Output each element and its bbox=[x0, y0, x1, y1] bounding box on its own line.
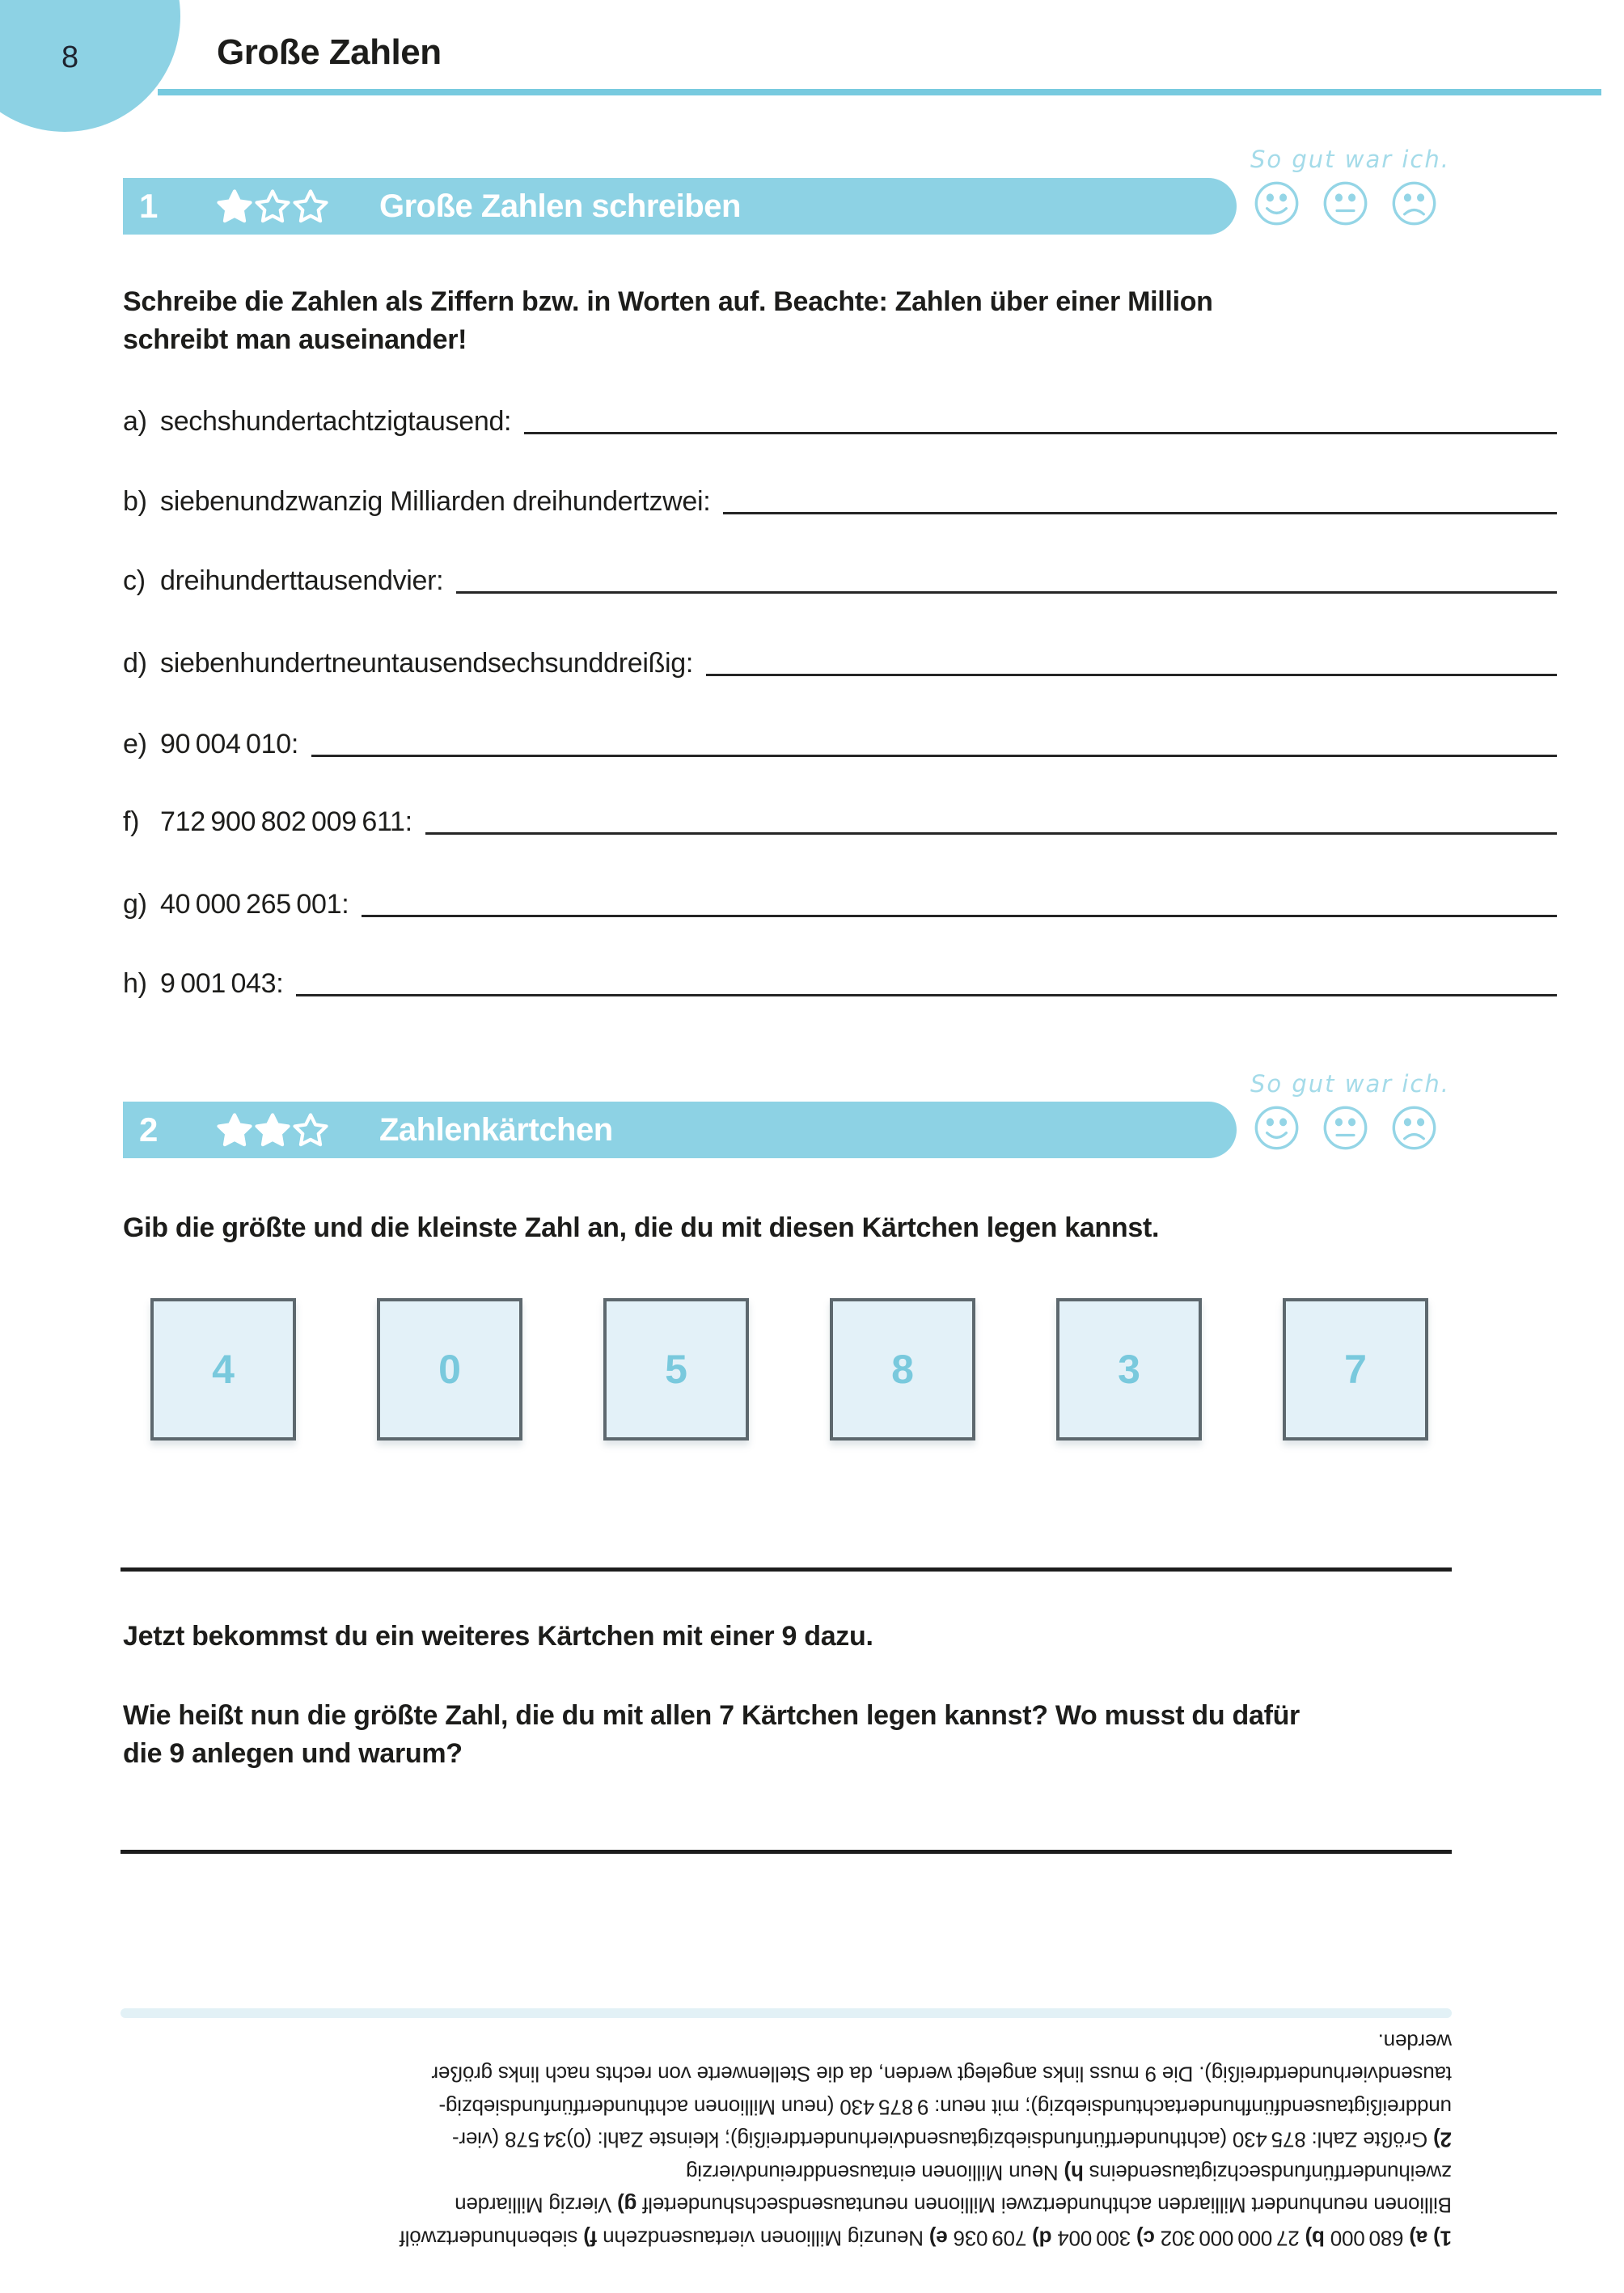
card-digit: 5 bbox=[665, 1347, 687, 1392]
instruction-line: Schreibe die Zahlen als Ziffern bzw. in Worten auf. Beachte: Zahlen über einer Million bbox=[123, 286, 1213, 317]
card-digit: 3 bbox=[1118, 1347, 1140, 1392]
instruction-line: schreibt man auseinander! bbox=[123, 324, 467, 355]
answer-blank[interactable] bbox=[706, 674, 1557, 676]
star-icon bbox=[292, 1112, 329, 1148]
item-label: b) bbox=[123, 486, 147, 517]
task1-banner bbox=[123, 178, 1237, 235]
answer-blank[interactable] bbox=[311, 755, 1557, 757]
answer-blank[interactable] bbox=[362, 915, 1557, 917]
item-label: f) bbox=[123, 806, 140, 837]
solutions-block-rotated bbox=[121, 2025, 1452, 2255]
number-cards bbox=[150, 1298, 1428, 1441]
card-digit: 0 bbox=[438, 1347, 461, 1392]
task1-rating bbox=[1250, 146, 1461, 226]
answer-blank[interactable] bbox=[524, 432, 1557, 434]
task1-item-a bbox=[123, 405, 1557, 438]
task2-followup bbox=[123, 1618, 873, 1656]
number-card bbox=[830, 1298, 975, 1441]
item-text: siebenundzwanzig Milliarden dreihundertzwei: bbox=[160, 486, 711, 517]
solution-line: 2) Größte Zahl: 875 430 (achthundertfünfundsiebzigtausendvierhundertdreißig); kleinste Zahl: (0)34 578 (vier- bbox=[452, 2128, 1452, 2152]
item-text: 40 000 265 001: bbox=[160, 889, 349, 920]
number-card bbox=[150, 1298, 296, 1441]
answer-blank[interactable] bbox=[425, 832, 1557, 835]
question-line: die 9 anlegen und warum? bbox=[123, 1738, 463, 1769]
answer-blank[interactable] bbox=[456, 591, 1557, 594]
sad-smiley-icon[interactable] bbox=[1391, 1105, 1437, 1151]
task1-item-f bbox=[123, 806, 1557, 838]
solution-line: werden. bbox=[1377, 2029, 1452, 2054]
task2-rating bbox=[1250, 1070, 1461, 1151]
star-icon bbox=[254, 1112, 291, 1148]
task2-difficulty-stars bbox=[216, 1112, 337, 1148]
instruction-line: Gib die größte und die kleinste Zahl an, die du mit diesen Kärtchen legen kannst. bbox=[123, 1212, 1160, 1243]
item-label: a) bbox=[123, 406, 147, 437]
item-label: h) bbox=[123, 968, 147, 999]
task1-item-e bbox=[123, 728, 1557, 760]
task1-instruction bbox=[123, 283, 1213, 359]
page-number: 8 bbox=[61, 40, 79, 74]
task1-item-c bbox=[123, 565, 1557, 597]
task1-title: Große Zahlen schreiben bbox=[379, 188, 741, 224]
happy-smiley-icon[interactable] bbox=[1254, 180, 1300, 226]
question-line: Wie heißt nun die größte Zahl, die du mit allen 7 Kärtchen legen kannst? Wo musst du dafür bbox=[123, 1700, 1300, 1731]
rating-caption: So gut war ich. bbox=[1250, 146, 1450, 173]
item-text: 90 004 010: bbox=[160, 729, 299, 759]
star-icon bbox=[254, 188, 291, 224]
rating-caption: So gut war ich. bbox=[1250, 1070, 1450, 1098]
item-text: siebenhundertneuntausendsechsunddreißig: bbox=[160, 648, 694, 679]
item-label: d) bbox=[123, 648, 147, 679]
task1-item-d bbox=[123, 647, 1557, 679]
card-digit: 4 bbox=[212, 1347, 235, 1392]
item-label: c) bbox=[123, 565, 146, 596]
card-digit: 8 bbox=[891, 1347, 914, 1392]
item-text: dreihunderttausendvier: bbox=[160, 565, 444, 596]
followup-line: Jetzt bekommst du ein weiteres Kärtchen mit einer 9 dazu. bbox=[123, 1621, 873, 1652]
chapter-title: Große Zahlen bbox=[217, 32, 442, 72]
task1-number: 1 bbox=[139, 187, 159, 225]
item-text: 9 001 043: bbox=[160, 968, 284, 999]
star-icon bbox=[216, 188, 253, 224]
answer-blank[interactable] bbox=[296, 994, 1557, 996]
star-icon bbox=[216, 1112, 253, 1148]
answer-line[interactable] bbox=[121, 1567, 1452, 1572]
smiley-row bbox=[1254, 180, 1461, 226]
task2-question bbox=[123, 1697, 1300, 1773]
header-rule bbox=[158, 89, 1601, 95]
solution-line: Billionen neunhundert Milliarden achthundertzwei Millionen neuntausendsechshundertelf g) Vierzig Milliarden bbox=[455, 2194, 1452, 2218]
solution-line: tausendvierhundertdreißig). Die 9 muss links angelegt werden, da die Stellenwerte von rechts nach links größer bbox=[431, 2062, 1452, 2087]
neutral-smiley-icon[interactable] bbox=[1322, 1105, 1368, 1151]
task1-difficulty-stars bbox=[216, 188, 337, 224]
task2-title: Zahlenkärtchen bbox=[379, 1111, 613, 1148]
number-card bbox=[1056, 1298, 1202, 1441]
star-icon bbox=[292, 188, 329, 224]
number-card bbox=[1283, 1298, 1428, 1441]
smiley-row bbox=[1254, 1105, 1461, 1151]
happy-smiley-icon[interactable] bbox=[1254, 1105, 1300, 1151]
item-text: sechshundertachtzigtausend: bbox=[160, 406, 512, 437]
item-text: 712 900 802 009 611: bbox=[160, 806, 412, 837]
task2-banner bbox=[123, 1102, 1237, 1158]
solution-line: unddreißigtausendfünfhundertachtundsiebzig); mit neun: 9 875 430 (neun Millionen achthundertfünfundsiebzig- bbox=[438, 2095, 1452, 2120]
neutral-smiley-icon[interactable] bbox=[1322, 180, 1368, 226]
card-digit: 7 bbox=[1344, 1347, 1367, 1392]
solutions-divider bbox=[121, 2008, 1452, 2018]
sad-smiley-icon[interactable] bbox=[1391, 180, 1437, 226]
task1-item-g bbox=[123, 888, 1557, 920]
answer-blank[interactable] bbox=[723, 512, 1557, 514]
item-label: e) bbox=[123, 729, 147, 759]
task1-item-b bbox=[123, 485, 1557, 518]
solution-line: 1) a) 680 000 b) 27 000 000 302 c) 300 004 d) 709 036 e) Neunzig Millionen viertausendzehn f) siebenhundertzwölf bbox=[399, 2226, 1452, 2251]
item-label: g) bbox=[123, 889, 147, 920]
answer-line[interactable] bbox=[121, 1850, 1452, 1854]
solution-line: zweihundertfünfundsechzigtausendeins h) Neun Millionen eintausenddreiundvierzig bbox=[686, 2160, 1452, 2185]
task2-instruction bbox=[123, 1209, 1159, 1247]
number-card bbox=[603, 1298, 749, 1441]
number-card bbox=[377, 1298, 522, 1441]
task2-number: 2 bbox=[139, 1111, 159, 1149]
page-number-circle bbox=[0, 0, 180, 132]
task1-item-h bbox=[123, 967, 1557, 1000]
